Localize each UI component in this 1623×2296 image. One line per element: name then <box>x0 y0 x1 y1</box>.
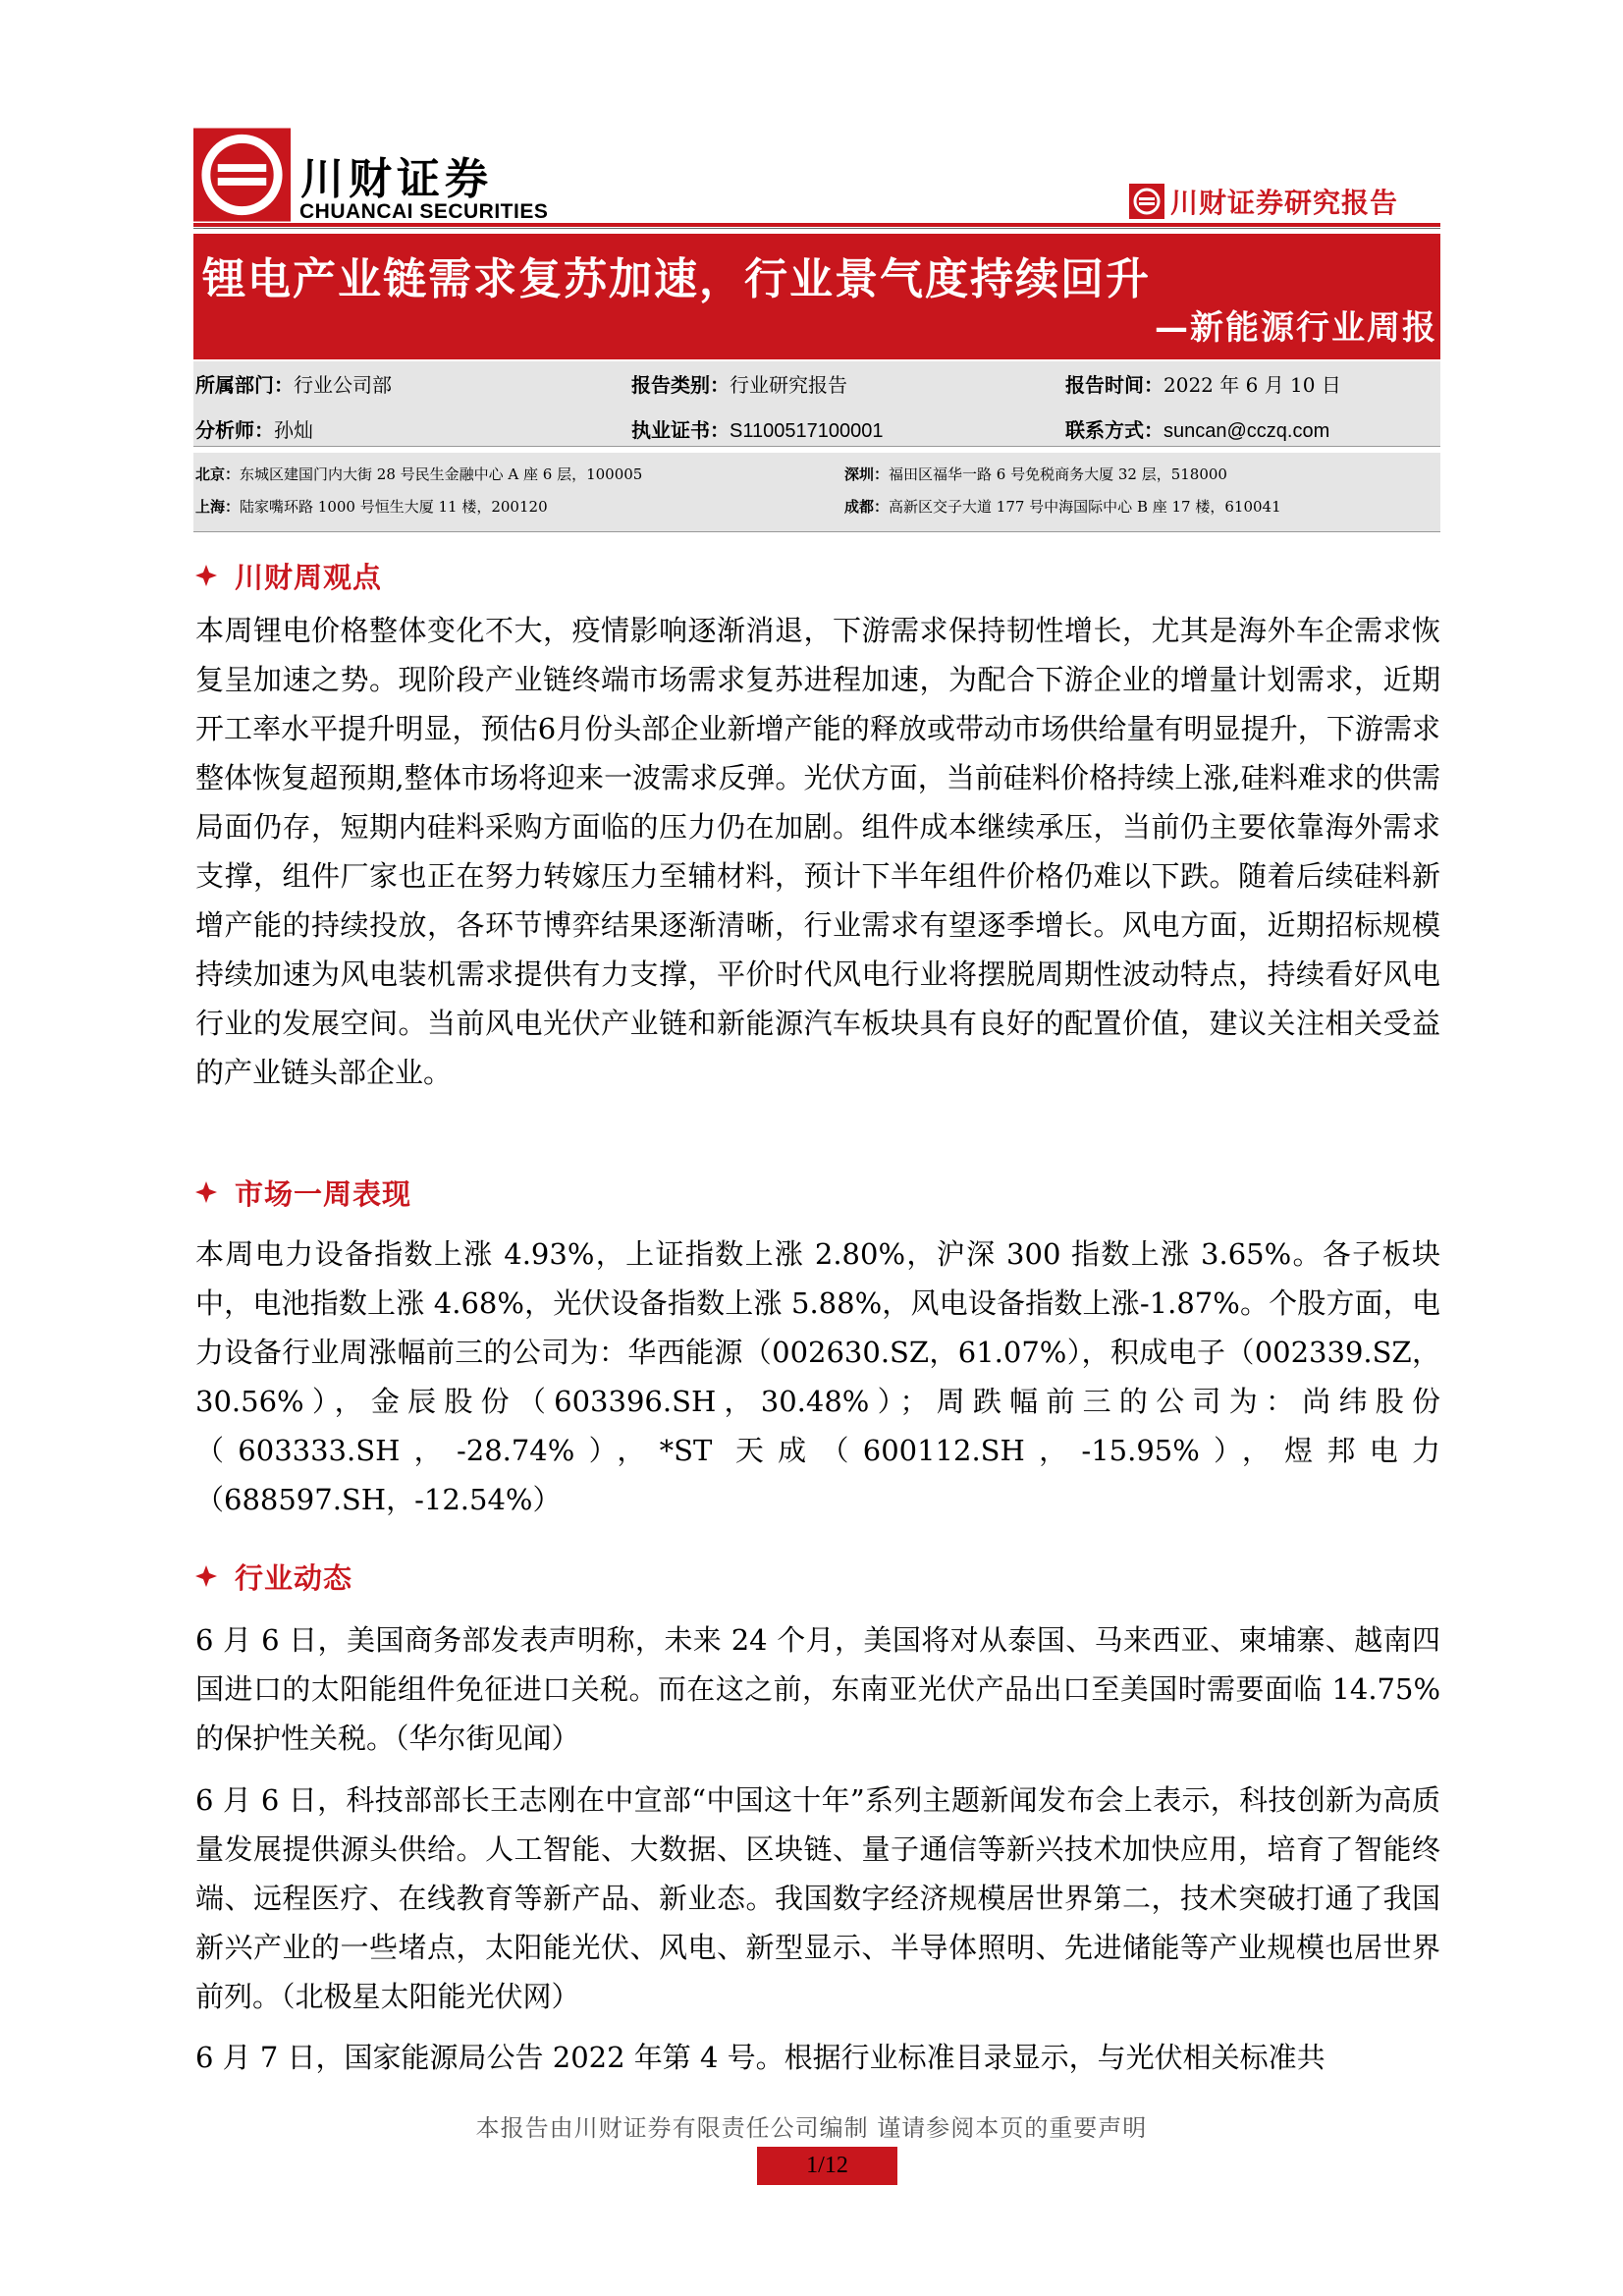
info-row-2 <box>193 407 1440 446</box>
dept-value: 行业公司部 <box>294 373 392 397</box>
footer-disclaimer: 本报告由川财证券有限责任公司编制 谨请参阅本页的重要声明 <box>475 2114 1148 2142</box>
cert-info <box>631 414 883 443</box>
section-title: 川财周观点 <box>235 560 383 594</box>
section-viewpoint-heading <box>195 556 382 595</box>
type-label: 报告类别： <box>631 373 730 397</box>
date-info <box>1065 369 1341 398</box>
market-paragraph: 本周电力设备指数上涨 4.93%，上证指数上涨 2.80%，沪深 300 指数上涨 3.65%。各子板块中，电池指数上涨 4.68%，光伏设备指数上涨 5.88%，风电设备指数上涨-1.87%。个股方面，电力设备行业周涨幅前三的公司为：华西能源（002630.SZ，61.07%），积成电子（002339.SZ，30.56%），金辰股份（603396.SH，30.48%）；周跌幅前三的公司为：尚纬股份（603333.SH，-28.74%），*ST 天成（600112.SH，-15.95%），煜邦电力（688597.SH，-12.54%） <box>195 1237 1440 1516</box>
analyst-value: 孙灿 <box>274 418 313 442</box>
brand-name-en: CHUANCAI SECURITIES <box>299 200 549 223</box>
address-value: 东城区建国门内大街 28 号民生金融中心 A 座 6 层，100005 <box>240 465 643 483</box>
dept-info <box>195 369 392 398</box>
cert-value: S1100517100001 <box>730 420 884 442</box>
diamond-bullet-icon <box>195 565 217 586</box>
address-value: 高新区交子大道 177 号中海国际中心 B 座 17 楼，610041 <box>889 498 1281 516</box>
header-divider <box>193 223 1440 227</box>
address-chengdu <box>844 496 1281 517</box>
news-item: 6 月 6 日，美国商务部发表声明称，未来 24 个月，美国将对从泰国、马来西亚、柬埔寨、越南四国进口的太阳能组件免征进口关税。而在这之前，东南亚光伏产品出口至美国时需要面临 14.75%的保护性关税。（华尔街见闻） <box>195 1623 1440 1755</box>
section-title: 行业动态 <box>235 1560 353 1595</box>
dept-label: 所属部门： <box>195 373 294 397</box>
contact-label: 联系方式： <box>1065 418 1163 442</box>
report-subtitle: —新能源行业周报 <box>1155 308 1437 348</box>
office-addresses <box>193 453 1440 532</box>
address-shenzhen <box>844 464 1227 484</box>
section-news-heading <box>195 1557 352 1596</box>
address-beijing <box>195 464 642 484</box>
analyst-info <box>195 414 313 443</box>
analyst-label: 分析师： <box>195 418 274 442</box>
brand-name-cn: 川财证券 <box>300 154 493 204</box>
report-tag <box>1129 184 1398 219</box>
address-label: 成都： <box>844 498 890 516</box>
info-row-1 <box>193 361 1440 401</box>
news-item: 6 月 7 日，国家能源局公告 2022 年第 4 号。根据行业标准目录显示，与光伏相关标准共 <box>195 2041 1325 2074</box>
section-title: 市场一周表现 <box>235 1176 412 1211</box>
date-label: 报告时间： <box>1065 373 1163 397</box>
page-number: 1/12 <box>757 2147 897 2185</box>
title-banner <box>193 234 1440 359</box>
report-info-table <box>193 361 1440 447</box>
section-market-heading <box>195 1173 411 1212</box>
address-value: 福田区福华一路 6 号免税商务大厦 32 层，518000 <box>889 465 1227 483</box>
header-divider-thin <box>193 228 1440 229</box>
address-shanghai <box>195 496 548 517</box>
report-title: 锂电产业链需求复苏加速，行业景气度持续回升 <box>202 254 1151 304</box>
news-item: 6 月 6 日，科技部部长王志刚在中宣部“中国这十年”系列主题新闻发布会上表示，科技创新为高质量发展提供源头供给。人工智能、大数据、区块链、量子通信等新兴技术加快应用，培育了智能终端、远程医疗、在线教育等新产品、新业态。我国数字经济规模居世界第二，技术突破打通了我国新兴产业的一些堵点，太阳能光伏、风电、新型显示、半导体照明、先进储能等产业规模也居世界前列。（北极星太阳能光伏网） <box>195 1783 1440 2013</box>
address-label: 上海： <box>195 498 241 516</box>
type-value: 行业研究报告 <box>730 373 847 397</box>
viewpoint-paragraph: 本周锂电价格整体变化不大，疫情影响逐渐消退，下游需求保持韧性增长，尤其是海外车企需求恢复呈加速之势。现阶段产业链终端市场需求复苏进程加速，为配合下游企业的增量计划需求，近期开工率水平提升明显，预估6月份头部企业新增产能的释放或带动市场供给量有明显提升，下游需求整体恢复超预期,整体市场将迎来一波需求反弹。光伏方面，当前硅料价格持续上涨,硅料难求的供需局面仍存，短期内硅料采购方面临的压力仍在加剧。组件成本继续承压，当前仍主要依靠海外需求支撑，组件厂家也正在努力转嫁压力至辅材料，预计下半年组件价格仍难以下跌。随着后续硅料新增产能的持续投放，各环节博弈结果逐渐清晰，行业需求有望逐季增长。风电方面，近期招标规模持续加速为风电装机需求提供有力支撑，平价时代风电行业将摆脱周期性波动特点，持续看好风电行业的发展空间。当前风电光伏产业链和新能源汽车板块具有良好的配置价值，建议关注相关受益的产业链头部企业。 <box>195 614 1440 1089</box>
diamond-bullet-icon <box>195 1181 217 1203</box>
address-label: 北京： <box>195 465 241 483</box>
date-value: 2022 年 6 月 10 日 <box>1163 373 1341 397</box>
type-info <box>631 369 847 398</box>
chuancai-logo <box>193 128 291 222</box>
report-tag-label: 川财证券研究报告 <box>1170 187 1399 219</box>
chuancai-logo-small-icon <box>1129 184 1164 219</box>
address-value: 陆家嘴环路 1000 号恒生大厦 11 楼，200120 <box>240 498 548 516</box>
contact-info <box>1065 414 1329 443</box>
diamond-bullet-icon <box>195 1565 217 1587</box>
contact-email[interactable]: suncan@cczq.com <box>1163 420 1330 442</box>
cert-label: 执业证书： <box>631 418 730 442</box>
address-label: 深圳： <box>844 465 890 483</box>
